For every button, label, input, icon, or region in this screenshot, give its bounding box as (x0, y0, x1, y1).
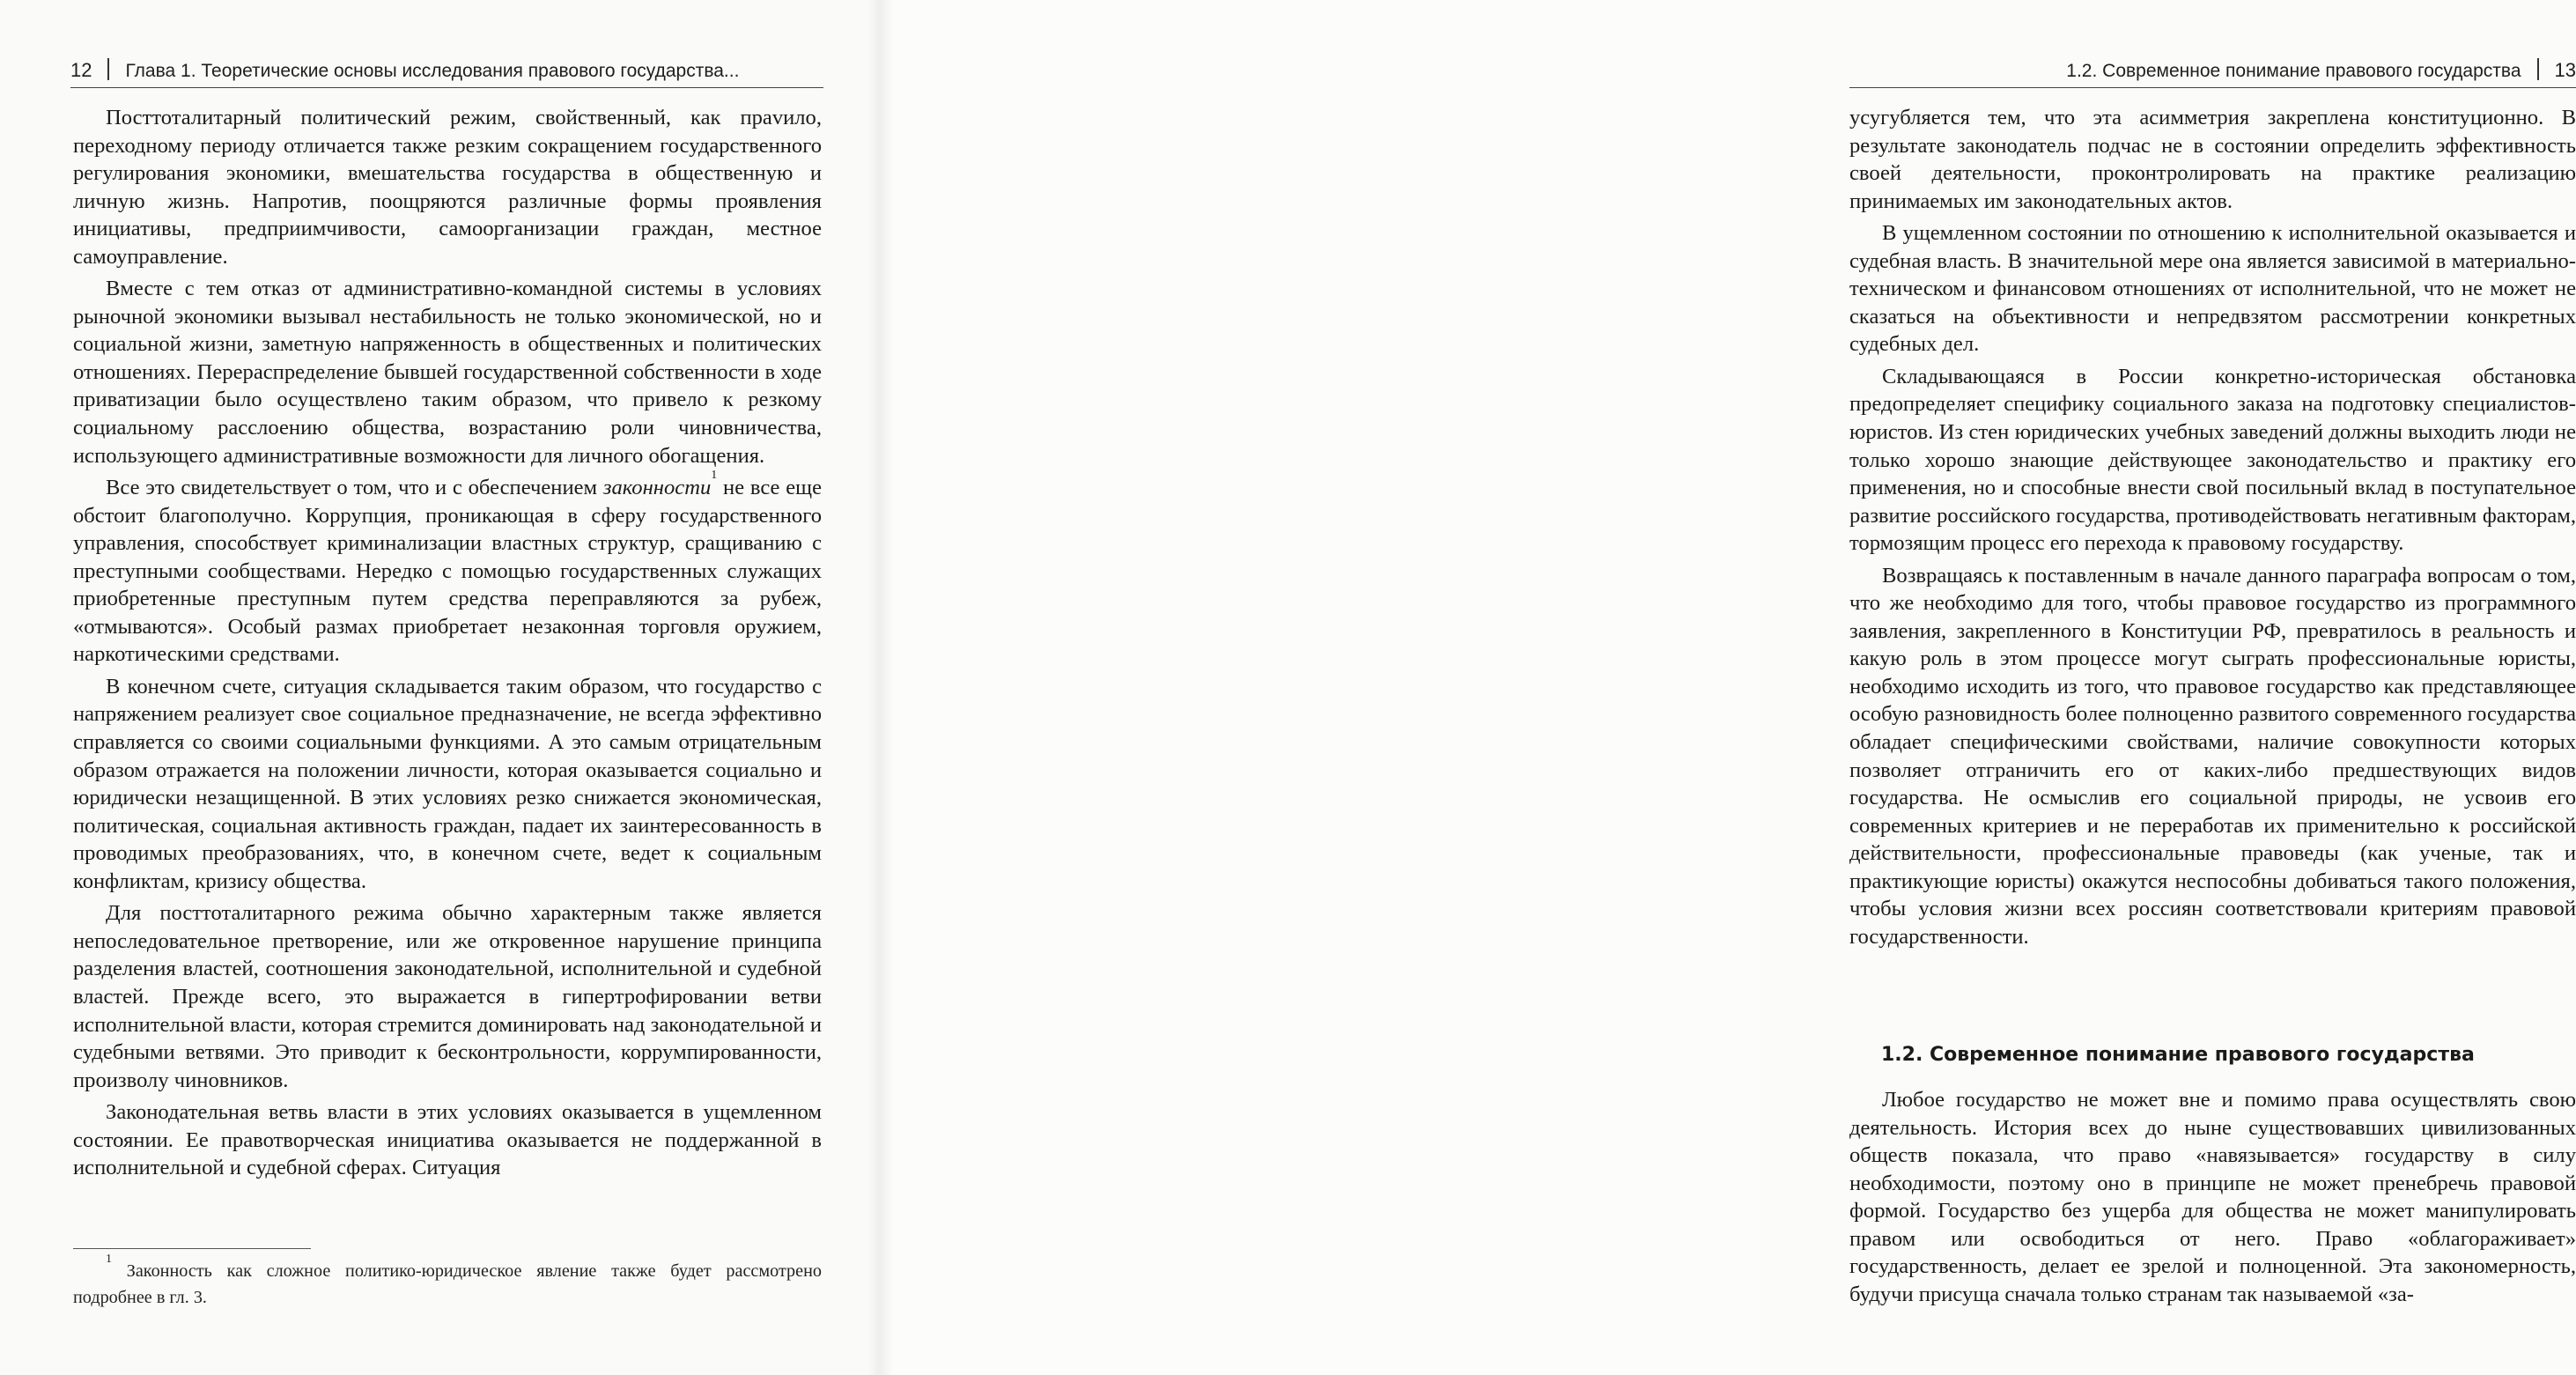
footnote (73, 1253, 822, 1311)
paragraph: Любое государство не может вне и помимо права осуществлять свою деятельность. История всех до ныне существовавших цивилизованных обществ показала, что право «навязывается» государству в силу необходимости, поэтому оно в принципе не может пренебречь правовой формой. Государство без ущерба для общества не может манипулировать правом или освободиться от него. Право «облагораживает» государственность, делает ее зрелой и полноценной. Эта закономерность, будучи присуща сначала только странам так называемой «за- (1849, 1088, 2576, 1306)
running-title-left: Глава 1. Теоретические основы исследования правового государства... (125, 61, 740, 81)
paragraph: В конечном счете, ситуация складывается таким образом, что государство с напряжением реализует свое социальное предназначение, не всегда эффективно справляется со своими социальными функциями. А это самым отрицательным образом отражается на положении личности, которая оказывается социально и юридически незащищенной. В этих условиях резко снижается экономическая, политическая, социальная активность граждан, падает их заинтересованность в проводимых преобразованиях, что, в конечном счете, ведет к социальным конфликтам, кризису общества. (73, 674, 822, 893)
footnote-marker: 1 (711, 469, 718, 483)
section-heading: 1.2. Современное понимание правового государства (1881, 1044, 2475, 1066)
footnote-text: Законность как сложное политико-юридическое явление также будет рассмотрено подробнее в гл. 3. (73, 1261, 822, 1307)
header-separator (107, 58, 109, 80)
paragraph: В ущемленном состоянии по отношению к исполнительной оказывается и судебная власть. В значительной мере она является зависимой в материально-техническом и финансовом отношениях от исполнительной, что не может не сказаться на объективности и непредвзятом рассмотрении конкретных судебных дел. (1849, 221, 2576, 357)
paragraph: Для посттоталитарного режима обычно характерным также является непоследовательное претворение, или же откровенное нарушение принципа разделения властей, соотношения законодательной, исполнительной и судебной властей. Прежде всего, это выражается в гипертрофировании ветви исполнительной власти, которая стремится доминировать над законодательной и судебными ветвями. Это приводит к бесконтрольности, коррумпированности, произволу чиновников. (73, 901, 822, 1092)
section-body-text (1849, 1086, 2576, 1308)
paragraph: Вместе с тем отказ от административно-командной системы в условиях рыночной экономики вызывал нестабильность не только экономической, но и социальной жизни, заметную напряженность в общественных и политических отношениях. Перераспределение бывшей государственной собственности в ходе приватизации было осуществлено таким образом, что привело к резкому социальному расслоению общества, возрастанию роли чиновничества, использующего административные возможности для личного обогащения. (73, 277, 822, 468)
running-title-right: 1.2. Современное понимание правового государства (2066, 61, 2521, 81)
footnote-number: 1 (106, 1253, 112, 1266)
paragraph: Складывающаяся в России конкретно-историческая обстановка предопределяет специфику социального заказа на подготовку специалистов-юристов. Из стен юридических учебных заведений должны выходить люди не только хорошо знающие действующее законодательство и практику его применения, но и способные внести свой посильный вклад в поступательное развитие российского государства, противодействовать негативным факторам, тормозящим процесс его перехода к правовому государству. (1849, 364, 2576, 556)
paragraph-continued: усугубляется тем, что эта асимметрия закреплена конституционно. В результате законодатель подчас не в состоянии определить эффективность своей деятельности, проконтролировать на практике реализацию принимаемых им законодательных актов. (1849, 106, 2576, 213)
running-header-right (1849, 58, 2576, 93)
page-number-right: 13 (2554, 59, 2576, 81)
footnote-rule (73, 1248, 311, 1249)
paragraph: Посттоталитарный политический режим, свойственный, как праvило, переходному периоду отличается также резким сокращением государственного регулирования экономики, вмешательства государства в общественную и личную жизнь. Напротив, поощряются различные формы проявления инициативы, предприимчивости, самоорганизации граждан, местное самоуправление. (73, 106, 822, 269)
running-header-left (70, 58, 823, 93)
left-page (0, 0, 881, 1375)
emphasized-term: законности (602, 476, 712, 500)
paragraph: Возвращаясь к поставленным в начале данного параграфа вопросам о том, что же необходимо для того, чтобы правовое государство из программного заявления, закрепленного в Конституции РФ, превратилось в реальность и какую роль в этом процессе могут сыграть профессиональные юристы, необходимо исходить из того, что правовое государство как представляющее особую разновидность более полноценно развитого современного государства обладает специфическими свойствами, наличие совокупности которых позволяет отграничить его от каких-либо предшествующих видов государства. Не осмыслив его социальной природы, не усвоив его современных критериев и не переработав их применительно к российской действительности, профессиональные правоведы (как ученые, так и практикующие юристы) окажутся неспособны добиваться такого положения, чтобы условия жизни всех россиян соответствовали критериям правовой государственности. (1849, 563, 2576, 949)
header-separator (2537, 58, 2539, 80)
header-rule (70, 87, 823, 88)
right-page (881, 0, 2576, 1375)
book-gutter-shadow (867, 0, 894, 1375)
header-rule (1849, 87, 2576, 88)
left-body-text (73, 104, 822, 1182)
paragraph-with-footnote: Все это свидетельствует о том, что и с обеспечением законности$^1$ не все еще обстоит благополучно. Коррупция, проникающая в сферу государственного управления, способствует криминализации властных структур, сращиванию с преступными сообществами. Нередко с помощью государственных служащих приобретенные преступным путем средства переправляются за рубеж, «отмываются». Особый размах приобретает незаконная торговля оружием, наркотическими средствами. (73, 469, 822, 667)
page-number-left: 12 (70, 59, 92, 81)
paragraph: Законодательная ветвь власти в этих условиях оказывается в ущемленном состоянии. Ее правотворческая инициатива оказывается не поддержанной в исполнительной и судебной сферах. Ситуация (73, 1100, 822, 1180)
right-body-text (1849, 104, 2576, 950)
